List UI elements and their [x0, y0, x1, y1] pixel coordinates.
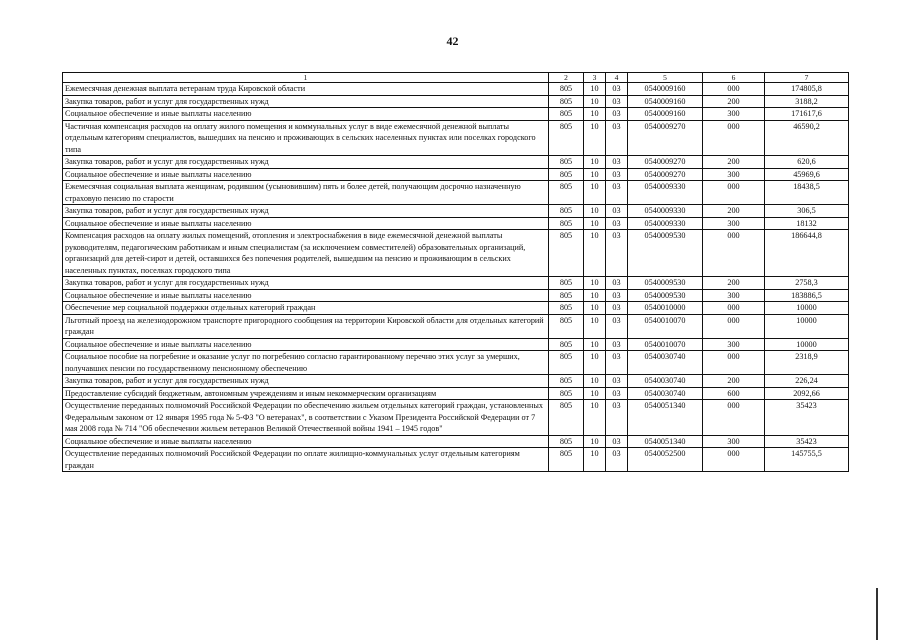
code-cell: 0540009530 [628, 277, 703, 290]
row-name-cell: Ежемесячная социальная выплата женщинам, родившим (усыновившим) пять и более детей, получающим досрочно назначенную страховую пенсию по старости [63, 181, 549, 205]
code-cell: 805 [549, 120, 584, 156]
code-cell: 300 [703, 217, 765, 230]
table-row [63, 448, 849, 472]
table-row [63, 217, 849, 230]
row-name-cell: Обеспечение мер социальной поддержки отдельных категорий граждан [63, 302, 549, 315]
code-cell: 200 [703, 205, 765, 218]
code-cell: 0540009160 [628, 83, 703, 96]
column-header: 4 [606, 73, 628, 83]
table-row [63, 375, 849, 388]
row-name-cell: Компенсация расходов на оплату жилых помещений, отопления и электроснабжения в виде ежемесячной денежной выплаты руководителям, педагогическим работникам и иным специалистам (за исключением совместителей) образовательных организаций, организаций для детей-сирот и детей, оставшихся без попечения родителей, вышедшим на пенсию и проживающим в сельских населенных пунктах, поселках городского типа [63, 230, 549, 277]
code-cell: 03 [606, 338, 628, 351]
amount-cell: 145755,5 [765, 448, 849, 472]
code-cell: 0540009270 [628, 156, 703, 169]
code-cell: 0540051340 [628, 400, 703, 436]
code-cell: 10 [584, 181, 606, 205]
table-row [63, 387, 849, 400]
code-cell: 03 [606, 289, 628, 302]
code-cell: 03 [606, 230, 628, 277]
page-number: 42 [446, 34, 459, 48]
code-cell: 10 [584, 205, 606, 218]
amount-cell: 2092,66 [765, 387, 849, 400]
code-cell: 03 [606, 277, 628, 290]
table-row [63, 83, 849, 96]
code-cell: 10 [584, 351, 606, 375]
code-cell: 10 [584, 230, 606, 277]
code-cell: 10 [584, 338, 606, 351]
amount-cell: 18438,5 [765, 181, 849, 205]
code-cell: 0540010070 [628, 314, 703, 338]
code-cell: 0540009530 [628, 230, 703, 277]
code-cell: 000 [703, 302, 765, 315]
code-cell: 03 [606, 448, 628, 472]
code-cell: 03 [606, 205, 628, 218]
code-cell: 000 [703, 181, 765, 205]
table-row [63, 302, 849, 315]
code-cell: 10 [584, 156, 606, 169]
code-cell: 000 [703, 400, 765, 436]
code-cell: 805 [549, 448, 584, 472]
code-cell: 300 [703, 168, 765, 181]
code-cell: 805 [549, 435, 584, 448]
code-cell: 03 [606, 120, 628, 156]
code-cell: 805 [549, 95, 584, 108]
table-row [63, 156, 849, 169]
column-header: 7 [765, 73, 849, 83]
amount-cell: 45969,6 [765, 168, 849, 181]
amount-cell: 18132 [765, 217, 849, 230]
code-cell: 000 [703, 83, 765, 96]
code-cell: 000 [703, 448, 765, 472]
code-cell: 10 [584, 448, 606, 472]
row-name-cell: Закупка товаров, работ и услуг для государственных нужд [63, 156, 549, 169]
code-cell: 805 [549, 168, 584, 181]
amount-cell: 620,6 [765, 156, 849, 169]
code-cell: 805 [549, 289, 584, 302]
row-name-cell: Закупка товаров, работ и услуг для государственных нужд [63, 95, 549, 108]
amount-cell: 35423 [765, 435, 849, 448]
code-cell: 03 [606, 83, 628, 96]
column-header: 6 [703, 73, 765, 83]
table-row [63, 168, 849, 181]
code-cell: 805 [549, 400, 584, 436]
row-name-cell: Закупка товаров, работ и услуг для государственных нужд [63, 375, 549, 388]
code-cell: 03 [606, 375, 628, 388]
row-name-cell: Предоставление субсидий бюджетным, автономным учреждениям и иным некоммерческим организациям [63, 387, 549, 400]
table-row [63, 120, 849, 156]
amount-cell: 306,5 [765, 205, 849, 218]
row-name-cell: Ежемесячная денежная выплата ветеранам труда Кировской области [63, 83, 549, 96]
column-header: 2 [549, 73, 584, 83]
code-cell: 03 [606, 302, 628, 315]
code-cell: 10 [584, 289, 606, 302]
table-row [63, 108, 849, 121]
amount-cell: 186644,8 [765, 230, 849, 277]
amount-cell: 46590,2 [765, 120, 849, 156]
amount-cell: 183886,5 [765, 289, 849, 302]
code-cell: 200 [703, 156, 765, 169]
code-cell: 805 [549, 181, 584, 205]
code-cell: 300 [703, 108, 765, 121]
code-cell: 03 [606, 95, 628, 108]
table-row [63, 205, 849, 218]
code-cell: 03 [606, 351, 628, 375]
amount-cell: 2318,9 [765, 351, 849, 375]
code-cell: 10 [584, 168, 606, 181]
row-name-cell: Осуществление переданных полномочий Российской Федерации по оплате жилищно-коммунальных услуг отдельным категориям граждан [63, 448, 549, 472]
table-row [63, 289, 849, 302]
code-cell: 03 [606, 168, 628, 181]
code-cell: 805 [549, 108, 584, 121]
amount-cell: 174805,8 [765, 83, 849, 96]
code-cell: 300 [703, 289, 765, 302]
amount-cell: 10000 [765, 302, 849, 315]
code-cell: 03 [606, 314, 628, 338]
column-header: 5 [628, 73, 703, 83]
code-cell: 10 [584, 83, 606, 96]
amount-cell: 10000 [765, 338, 849, 351]
amount-cell: 3188,2 [765, 95, 849, 108]
code-cell: 0540051340 [628, 435, 703, 448]
code-cell: 10 [584, 277, 606, 290]
code-cell: 805 [549, 338, 584, 351]
code-cell: 805 [549, 230, 584, 277]
table-row [63, 230, 849, 277]
row-name-cell: Льготный проезд на железнодорожном транспорте пригородного сообщения на территории Кировской области для отдельных категорий граждан [63, 314, 549, 338]
row-name-cell: Социальное обеспечение и иные выплаты населению [63, 217, 549, 230]
code-cell: 03 [606, 181, 628, 205]
table-row [63, 181, 849, 205]
code-cell: 0540010000 [628, 302, 703, 315]
table-row [63, 351, 849, 375]
code-cell: 600 [703, 387, 765, 400]
code-cell: 000 [703, 314, 765, 338]
code-cell: 10 [584, 302, 606, 315]
amount-cell: 2758,3 [765, 277, 849, 290]
code-cell: 03 [606, 387, 628, 400]
row-name-cell: Социальное обеспечение и иные выплаты населению [63, 108, 549, 121]
table-row [63, 277, 849, 290]
code-cell: 0540010070 [628, 338, 703, 351]
table-row [63, 95, 849, 108]
code-cell: 200 [703, 95, 765, 108]
table-row [63, 400, 849, 436]
code-cell: 000 [703, 351, 765, 375]
code-cell: 0540030740 [628, 387, 703, 400]
row-name-cell: Социальное обеспечение и иные выплаты населению [63, 435, 549, 448]
code-cell: 300 [703, 435, 765, 448]
code-cell: 03 [606, 400, 628, 436]
table-header-row [63, 73, 849, 83]
code-cell: 10 [584, 375, 606, 388]
budget-table [62, 72, 849, 472]
code-cell: 0540009270 [628, 120, 703, 156]
row-name-cell: Социальное пособие на погребение и оказание услуг по погребению согласно гарантированному перечню этих услуг за умерших, получавших пенсии по государственному пенсионному обеспечению [63, 351, 549, 375]
code-cell: 805 [549, 277, 584, 290]
code-cell: 10 [584, 217, 606, 230]
row-name-cell: Социальное обеспечение и иные выплаты населению [63, 338, 549, 351]
code-cell: 805 [549, 205, 584, 218]
code-cell: 03 [606, 435, 628, 448]
code-cell: 805 [549, 156, 584, 169]
code-cell: 300 [703, 338, 765, 351]
code-cell: 10 [584, 387, 606, 400]
code-cell: 0540009160 [628, 108, 703, 121]
table-body [63, 83, 849, 472]
code-cell: 10 [584, 108, 606, 121]
code-cell: 03 [606, 217, 628, 230]
table-row [63, 338, 849, 351]
code-cell: 805 [549, 302, 584, 315]
code-cell: 10 [584, 95, 606, 108]
code-cell: 0540009330 [628, 217, 703, 230]
row-name-cell: Осуществление переданных полномочий Российской Федерации по обеспечению жильем отдельных категорий граждан, установленных Федеральным законом от 12 января 1995 года № 5-ФЗ "О ветеранах", в соответствии с Указом Президента Российской Федерации от 7 мая 2008 года № 714 "Об обеспечении жильем ветеранов Великой Отечественной войны 1941 – 1945 годов" [63, 400, 549, 436]
code-cell: 0540009330 [628, 181, 703, 205]
row-name-cell: Закупка товаров, работ и услуг для государственных нужд [63, 277, 549, 290]
column-header: 1 [63, 73, 549, 83]
code-cell: 805 [549, 387, 584, 400]
code-cell: 0540009270 [628, 168, 703, 181]
code-cell: 805 [549, 83, 584, 96]
table-row [63, 314, 849, 338]
amount-cell: 171617,6 [765, 108, 849, 121]
column-header: 3 [584, 73, 606, 83]
code-cell: 805 [549, 375, 584, 388]
code-cell: 0540052500 [628, 448, 703, 472]
amount-cell: 226,24 [765, 375, 849, 388]
code-cell: 200 [703, 277, 765, 290]
code-cell: 03 [606, 156, 628, 169]
code-cell: 000 [703, 230, 765, 277]
row-name-cell: Частичная компенсация расходов на оплату жилого помещения и коммунальных услуг в виде ежемесячной денежной выплаты отдельным категориям специалистов, вышедших на пенсию и проживающих в сельских населенных пунктах или поселках городского типа [63, 120, 549, 156]
code-cell: 10 [584, 435, 606, 448]
code-cell: 0540009160 [628, 95, 703, 108]
table-row [63, 435, 849, 448]
code-cell: 805 [549, 314, 584, 338]
code-cell: 805 [549, 351, 584, 375]
row-name-cell: Социальное обеспечение и иные выплаты населению [63, 289, 549, 302]
code-cell: 10 [584, 120, 606, 156]
code-cell: 0540030740 [628, 375, 703, 388]
code-cell: 200 [703, 375, 765, 388]
code-cell: 0540030740 [628, 351, 703, 375]
amount-cell: 10000 [765, 314, 849, 338]
row-name-cell: Социальное обеспечение и иные выплаты населению [63, 168, 549, 181]
code-cell: 000 [703, 120, 765, 156]
code-cell: 805 [549, 217, 584, 230]
row-name-cell: Закупка товаров, работ и услуг для государственных нужд [63, 205, 549, 218]
code-cell: 10 [584, 400, 606, 436]
code-cell: 0540009330 [628, 205, 703, 218]
code-cell: 10 [584, 314, 606, 338]
code-cell: 03 [606, 108, 628, 121]
code-cell: 0540009530 [628, 289, 703, 302]
scan-edge-mark [876, 588, 878, 640]
amount-cell: 35423 [765, 400, 849, 436]
